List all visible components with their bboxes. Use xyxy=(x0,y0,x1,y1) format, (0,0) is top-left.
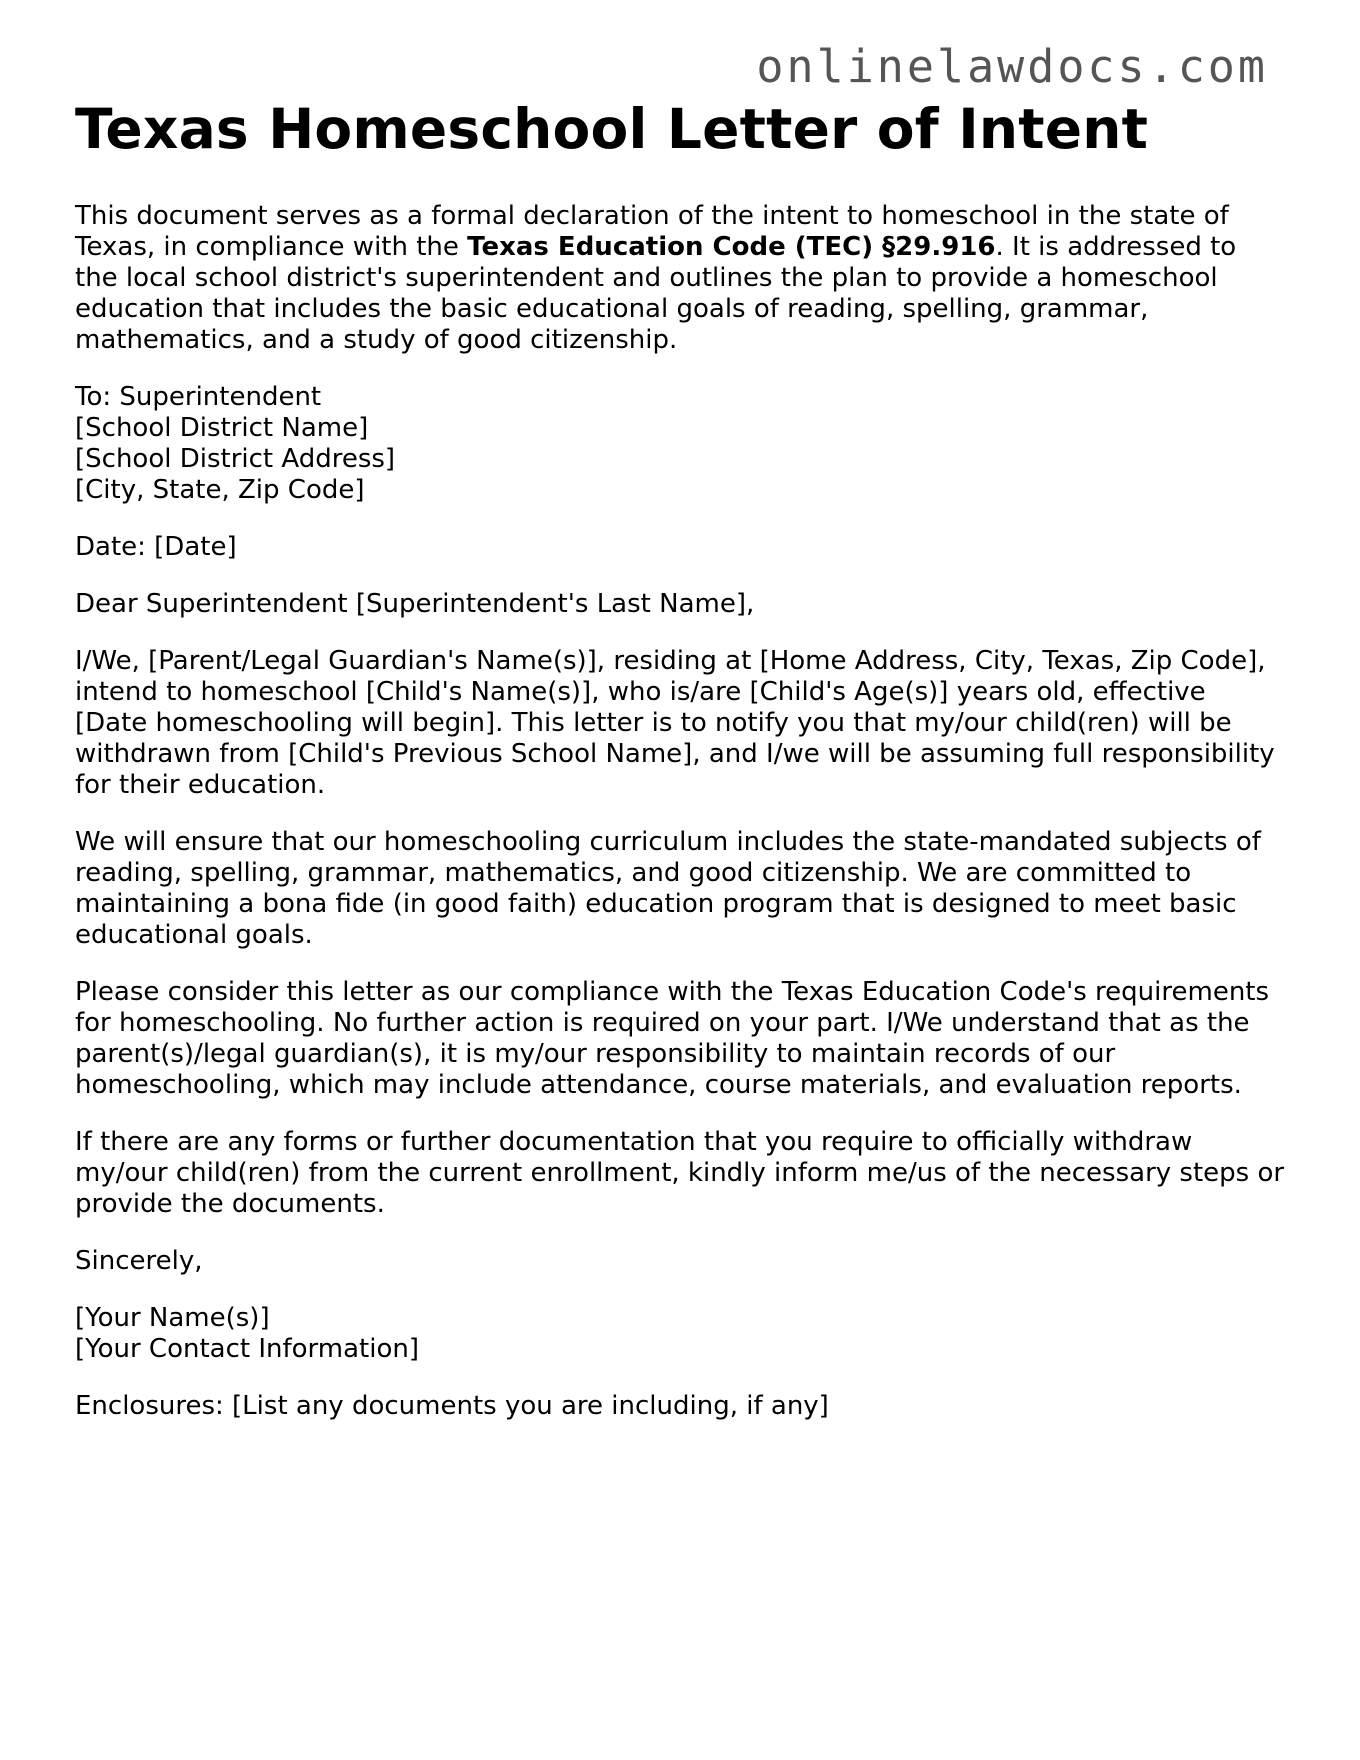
recipient-address xyxy=(75,382,1285,506)
intro-paragraph xyxy=(75,201,1285,356)
signature-contact: [Your Contact Information] xyxy=(75,1334,419,1365)
signature-block xyxy=(75,1303,1285,1365)
recipient-to: To: Superintendent xyxy=(75,382,322,413)
intro-text-end: . It is addressed to the local school district's superintendent and outlines the plan to provide a homeschool education that includes the basic educational goals of reading, spelling, grammar, mathematics, and a study of good citizenship. xyxy=(75,232,1237,356)
district-address: [School District Address] xyxy=(75,444,396,475)
body-paragraph-intent: I/We, [Parent/Legal Guardian's Name(s)], residing at [Home Address, City, Texas, Zip Code], intend to homeschool [Child's Name(s)], who is/are [Child's Age(s)] years old, effective [Date homeschooling will begin]. This letter is to notify you that my/our child(ren) will be withdrawn from [Child's Previous School Name], and I/we will be assuming full responsibility for their education. xyxy=(75,646,1275,801)
intro-text-start: This document serves as a formal declaration of the intent to homeschool in the state of Texas, in compliance with the xyxy=(75,201,1229,263)
signature-name: [Your Name(s)] xyxy=(75,1303,270,1334)
statute-reference: Texas Education Code (TEC) §29.916 xyxy=(467,232,996,263)
body-paragraph-curriculum: We will ensure that our homeschooling curriculum includes the state-mandated subjects of reading, spelling, grammar, mathematics, and good citizenship. We are committed to maintaining a bona fide (in good faith) education program that is designed to meet basic educational goals. xyxy=(75,827,1261,951)
district-name: [School District Name] xyxy=(75,413,369,444)
letter-document xyxy=(75,98,1285,1448)
date-line: Date: [Date] xyxy=(75,532,237,563)
salutation: Dear Superintendent [Superintendent's Last Name], xyxy=(75,589,755,620)
document-title: Texas Homeschool Letter of Intent xyxy=(75,97,1149,161)
site-watermark: onlinelawdocs.com xyxy=(756,40,1268,93)
enclosures-line: Enclosures: [List any documents you are including, if any] xyxy=(75,1391,829,1422)
body-paragraph-documentation: If there are any forms or further documentation that you require to officially withdraw my/our child(ren) from the current enrollment, kindly inform me/us of the necessary steps or provide the documents. xyxy=(75,1127,1285,1220)
district-city-state-zip: [City, State, Zip Code] xyxy=(75,475,365,506)
closing: Sincerely, xyxy=(75,1246,203,1277)
body-paragraph-compliance: Please consider this letter as our compliance with the Texas Education Code's requirements for homeschooling. No further action is required on your part. I/We understand that as the parent(s)/legal guardian(s), it is my/our responsibility to maintain records of our homeschooling, which may include attendance, course materials, and evaluation reports. xyxy=(75,977,1270,1101)
